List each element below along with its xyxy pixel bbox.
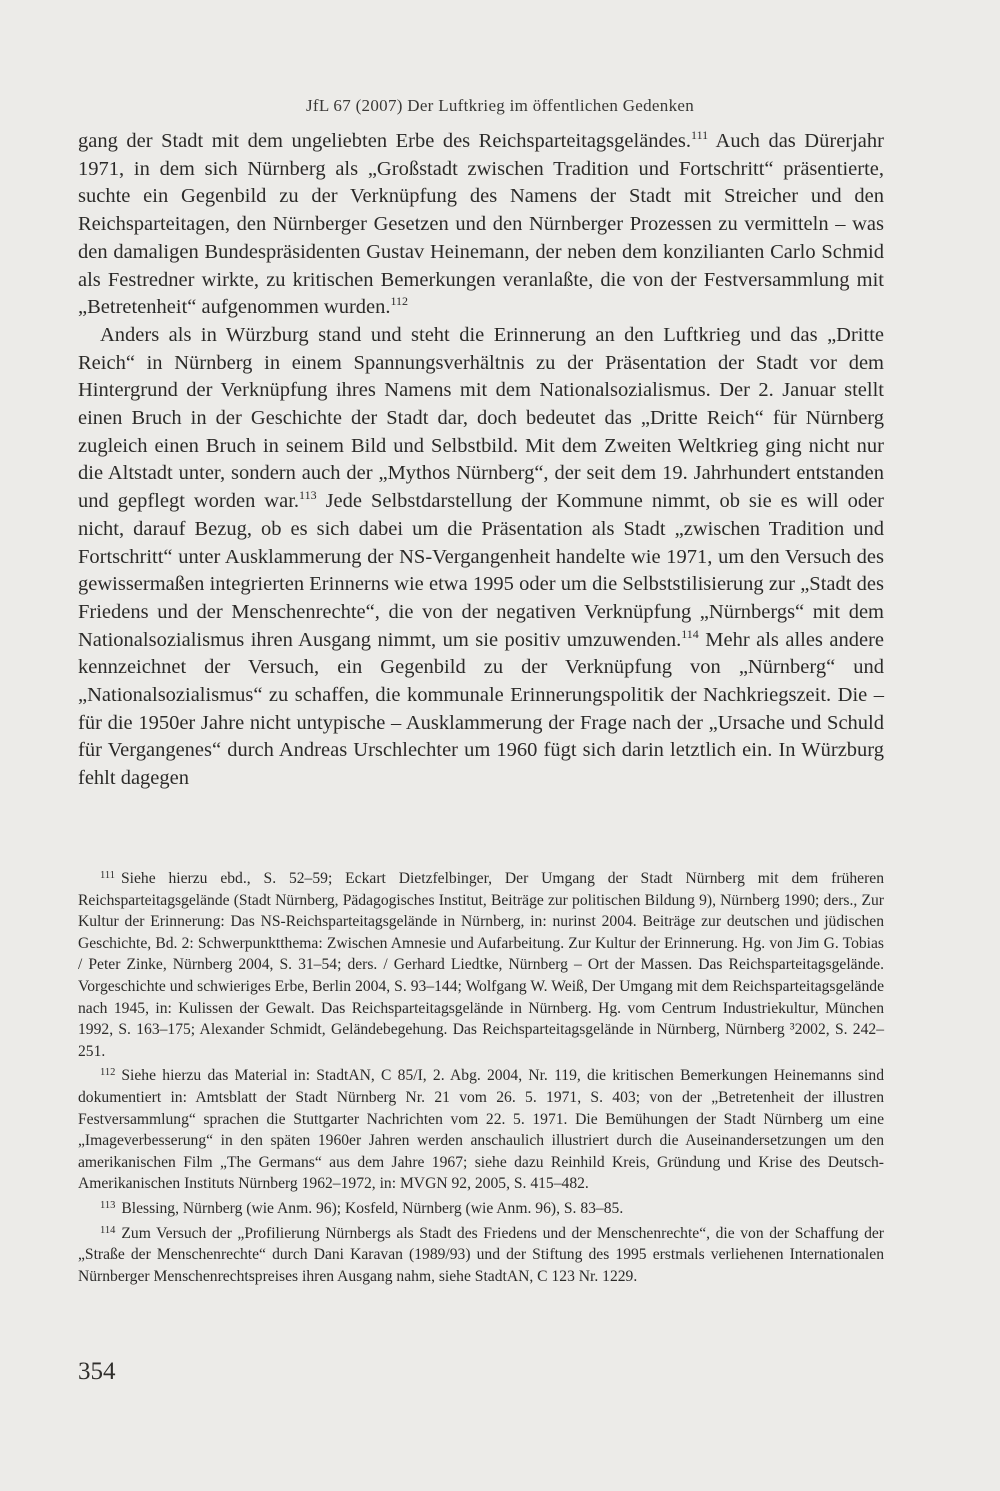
text-run: Auch das Dürerjahr 1971, in dem sich Nürnberg als „Großstadt zwischen Tradition und Fortschritt“ präsentierte, suchte ein Gegenbild zu der Verknüpfung des Namens der Stadt mit Streicher und den Reichsparteitagen, den Nürnberger Gesetzen und den Nürnberger Prozessen zu vermitteln – was den damaligen Bundespräsidenten Gustav Heinemann, der neben dem konzilianten Carlo Schmid als Festredner wirkte, zu kritischen Bemerkungen veranlaßte, die von der Festversammlung mit „Betretenheit“ aufgenommen wurden. (78, 130, 884, 319)
paragraph-2 (78, 322, 884, 793)
footnote-text: Siehe hierzu ebd., S. 52–59; Eckart Dietzfelbinger, Der Umgang der Stadt Nürnberg mit dem früheren Reichsparteitagsgelände (Stadt Nürnberg, Pädagogisches Institut, Beiträge zur politischen Bildung 9), Nürnberg 1990; ders., Zur Kultur der Erinnerung: Das NS-Reichsparteitagsgelände in Nürnberg, in: nurinst 2004. Beiträge zur deutschen und jüdischen Geschichte, Bd. 2: Schwerpunktthema: Zwischen Amnesie und Aufarbeitung. Zur Kultur der Erinnerung. Hg. von Jim G. Tobias / Peter Zinke, Nürnberg 2004, S. 31–54; ders. / Gerhard Liedtke, Nürnberg – Ort der Massen. Das Reichsparteitagsgelände. Vorgeschichte und schwieriges Erbe, Berlin 2004, S. 93–144; Wolfgang W. Weiß, Der Umgang mit dem Reichsparteitagsgelände nach 1945, in: Kulissen der Gewalt. Das Reichsparteitagsgelände in Nürnberg. Hg. vom Centrum Industriekultur, München 1992, S. 163–175; Alexander Schmidt, Geländebegehung. Das Reichsparteitagsgelände in Nürnberg, Nürnberg ³2002, S. 242–251. (78, 870, 884, 1060)
footnote-number: 111 (100, 870, 115, 881)
footnote-ref-113[interactable]: 113 (299, 488, 317, 503)
footnote-number: 112 (100, 1067, 116, 1079)
footnote-112 (78, 1065, 884, 1195)
footnote-ref-111[interactable]: 111 (691, 128, 709, 142)
text-run: Anders als in Würzburg stand und steht die Erinnerung an den Luftkrieg und das „Dritte Reich“ in Nürnberg in einem Spannungsverhältnis zu der Präsentation der Stadt vor dem Hintergrund der Verknüpfung ihres Namens mit dem Nationalsozialismus. Der 2. Januar stellt einen Bruch in der Geschichte der Stadt dar, doch bedeutet das „Dritte Reich“ für Nürnberg zugleich einen Bruch in seinem Bild und Selbstbild. Mit dem Zweiten Weltkrieg ging nicht nur die Altstadt unter, sondern auch der „Mythos Nürnberg“, der seit dem 19. Jahrhundert entstanden und gepflegt worden war. (78, 323, 884, 513)
footnote-number: 113 (100, 1199, 116, 1211)
footnote-text: Zum Versuch der „Profilierung Nürnbergs als Stadt des Friedens und der Menschenrechte“, die von der Schaffung der „Straße der Menschenrechte“ durch Dani Karavan (1989/93) und der Stiftung des 1995 erstmals verliehenen Internationalen Nürnberger Menschenrechtspreises ihren Ausgang nahm, siehe StadtAN, C 123 Nr. 1229. (78, 1224, 884, 1285)
footnote-114 (78, 1223, 884, 1288)
footnote-text: Blessing, Nürnberg (wie Anm. 96); Kosfeld, Nürnberg (wie Anm. 96), S. 83–85. (121, 1199, 624, 1217)
footnotes (78, 868, 884, 1290)
footnote-113 (78, 1198, 884, 1220)
paragraph-1 (78, 128, 884, 322)
footnote-number: 114 (100, 1224, 116, 1236)
text-run: gang der Stadt mit dem ungeliebten Erbe des Reichsparteitagsgeländes. (78, 130, 692, 152)
footnote-ref-114[interactable]: 114 (681, 626, 699, 641)
footnote-ref-112[interactable]: 112 (390, 294, 409, 309)
text-run: Mehr als alles andere kennzeichnet der Versuch, ein Gegenbild zu der Verknüpfung von „Nürnberg“ und „Nationalsozialismus“ zu schaffen, die kommunale Erinnerungspolitik der Nachkriegszeit. Die – für die 1950er Jahre nicht untypische – Ausklammerung der Frage nach der „Ursache und Schuld für Vergangenes“ durch Andreas Urschlechter um 1960 fügt sich darin letztlich ein. In Würzburg fehlt dagegen (78, 628, 884, 790)
running-head: JfL 67 (2007) Der Luftkrieg im öffentlichen Gedenken (305, 96, 695, 115)
footnote-111 (78, 868, 884, 1062)
page-number: 354 (78, 1358, 116, 1385)
main-text (78, 128, 884, 793)
footnote-text: Siehe hierzu das Material in: StadtAN, C 85/I, 2. Abg. 2004, Nr. 119, die kritischen Bemerkungen Heinemanns sind dokumentiert in: Amtsblatt der Stadt Nürnberg Nr. 21 vom 26. 5. 1971, S. 403; von der „Betretenheit der illustren Festversammlung“ sprachen die Stuttgarter Nachrichten vom 22. 5. 1971. Die Bemühungen der Stadt Nürnberg um eine „Imageverbesserung“ in den späten 1960er Jahren werden anschaulich illustriert durch die Auseinandersetzungen um den amerikanischen Film „The Germans“ aus dem Jahre 1967; siehe dazu Reinhild Kreis, Gründung und Krise des Deutsch-Amerikanischen Instituts Nürnberg 1962–1972, in: MVGN 92, 2005, S. 415–482. (78, 1067, 884, 1193)
text-run: Jede Selbstdarstellung der Kommune nimmt, ob sie es will oder nicht, darauf Bezug, ob es sich dabei um die Präsentation als Stadt „zwischen Tradition und Fortschritt“ unter Ausklammerung der NS-Vergangenheit handelte wie 1971, um den Versuch des gewissermaßen integrierten Erinnerns wie etwa 1995 oder um die Selbststilisierung zur „Stadt des Friedens und der Menschenrechte“, die von der negativen Verknüpfung „Nürnbergs“ mit dem Nationalsozialismus ihren Ausgang nimmt, um sie positiv umzuwenden. (78, 490, 884, 651)
